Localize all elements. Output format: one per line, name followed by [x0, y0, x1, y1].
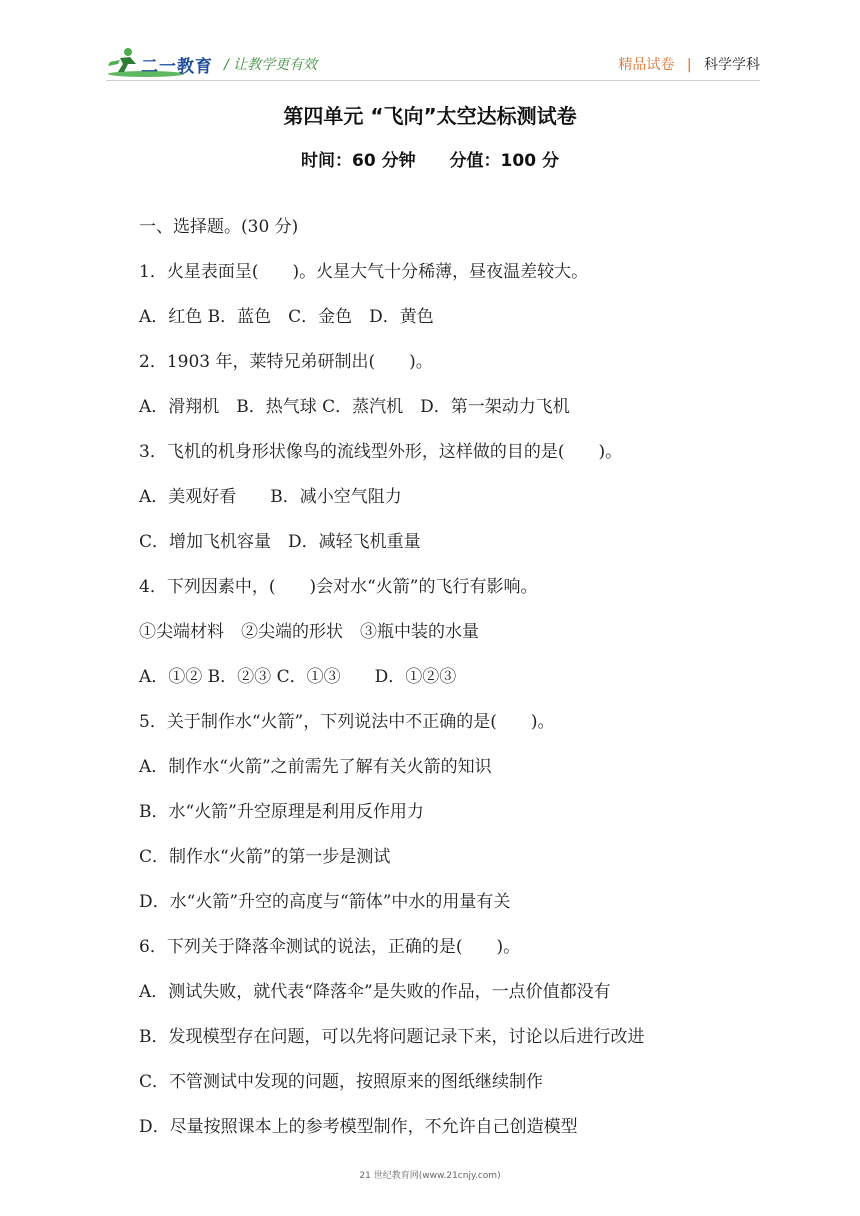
question-5-option-d: D．水“火箭”升空的高度与“箭体”中水的用量有关 [139, 892, 511, 912]
question-5: 5．关于制作水“火箭”，下列说法中不正确的是( )。 [139, 712, 555, 732]
page-footer: 21 世纪教育网(www.21cnjy.com) [359, 1171, 501, 1181]
subject-label: 科学学科 [704, 57, 760, 73]
question-3-options-ab: A．美观好看 B．减小空气阻力 [139, 487, 402, 507]
exam-score: 分值：100 分 [449, 151, 559, 171]
section-heading: 一、选择题。(30 分) [139, 217, 299, 237]
question-5-option-b: B．水“火箭”升空原理是利用反作用力 [139, 802, 424, 822]
header-right [618, 54, 760, 74]
exam-time: 时间：60 分钟 [301, 151, 416, 171]
question-6-option-a: A．测试失败，就代表“降落伞”是失败的作品，一点价值都没有 [139, 982, 611, 1002]
question-5-option-c: C．制作水“火箭”的第一步是测试 [139, 847, 391, 867]
logo-text: 二一教育 [141, 57, 213, 77]
question-6-option-c: C．不管测试中发现的问题，按照原来的图纸继续制作 [139, 1072, 544, 1092]
header-divider [106, 80, 760, 81]
question-5-option-a: A．制作水“火箭”之前需先了解有关火箭的知识 [139, 757, 492, 777]
header-separator: | [686, 57, 692, 73]
question-3: 3．飞机的机身形状像鸟的流线型外形，这样做的目的是( )。 [139, 442, 623, 462]
page-header [0, 0, 860, 90]
question-2: 2．1903 年，莱特兄弟研制出( )。 [139, 352, 433, 372]
question-3-options-cd: C．增加飞机容量 D．减轻飞机重量 [139, 532, 421, 552]
question-6: 6．下列关于降落伞测试的说法，正确的是( )。 [139, 937, 521, 957]
question-2-options: A．滑翔机 B．热气球 C．蒸汽机 D．第一架动力飞机 [139, 397, 570, 417]
question-4: 4．下列因素中，( )会对水“火箭”的飞行有影响。 [139, 577, 538, 597]
question-6-option-d: D．尽量按照课本上的参考模型制作，不允许自己创造模型 [139, 1117, 578, 1137]
exam-info [0, 146, 860, 171]
question-6-option-b: B．发现模型存在问题，可以先将问题记录下来，讨论以后进行改进 [139, 1027, 645, 1047]
question-4-factors: ①尖端材料 ②尖端的形状 ③瓶中装的水量 [139, 622, 479, 642]
question-1: 1．火星表面呈( )。火星大气十分稀薄，昼夜温差较大。 [139, 262, 589, 282]
slogan-text: / 让教学更有效 [224, 57, 318, 73]
page-title: 第四单元 “飞向”太空达标测试卷 [283, 104, 577, 128]
question-4-options: A．①② B．②③ C．①③ D．①②③ [139, 667, 457, 687]
question-list [139, 212, 779, 1157]
brand-label: 精品试卷 [618, 57, 675, 73]
question-1-options: A．红色 B．蓝色 C．金色 D．黄色 [139, 307, 434, 327]
